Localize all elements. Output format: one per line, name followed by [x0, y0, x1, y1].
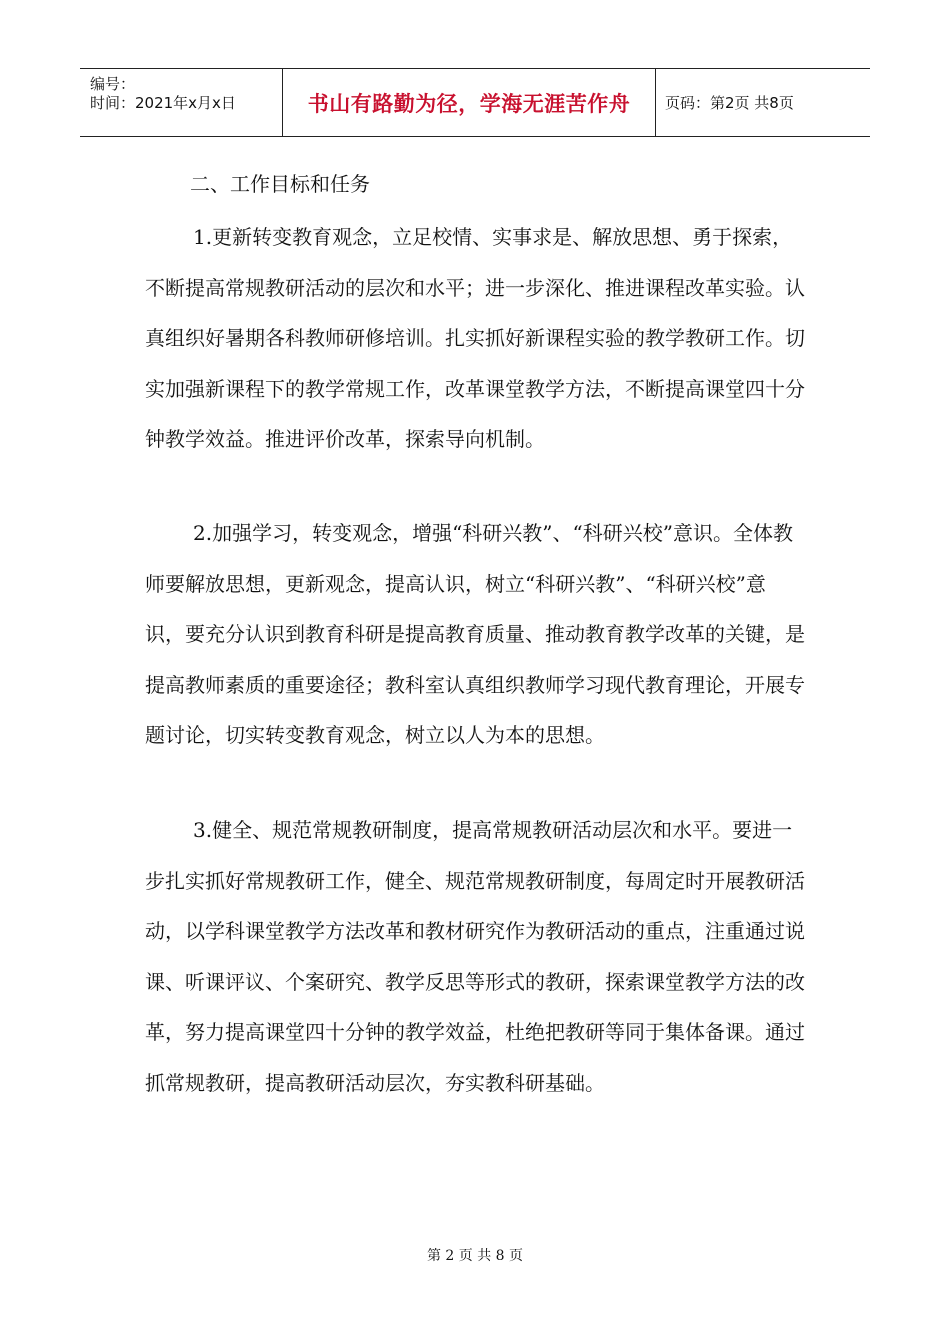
header-meta — [80, 69, 283, 136]
header-page-cell — [656, 69, 870, 136]
paragraph-1: 1.更新转变教育观念，立足校情、实事求是、解放思想、勇于探索，不断提高常规教研活动的层次和水平；进一步深化、推进课程改革实验。认真组织好暑期各科教师研修培训。扎实抓好新课程实验的教学教研工作。切实加强新课程下的教学常规工作，改革课堂教学方法，不断提高课堂四十分钟教学效益。推进评价改革，探索导向机制。 — [145, 225, 805, 451]
header-page-info: 页码：第2页 共8页 — [665, 94, 794, 112]
page-footer: 第 2 页 共 8 页 — [426, 1248, 524, 1264]
section-heading: 二、工作目标和任务 — [190, 172, 370, 196]
document-date: 时间：2021年x月x日 — [90, 94, 236, 112]
document-number-label: 编号： — [90, 75, 136, 93]
header-motto-cell — [283, 69, 656, 136]
paragraph-2: 2.加强学习，转变观念，增强“科研兴教”、“科研兴校”意识。全体教师要解放思想，更新观念，提高认识，树立“科研兴教”、“科研兴校”意识，要充分认识到教育科研是提高教育质量、推动教育教学改革的关键，是提高教师素质的重要途径；教科室认真组织教师学习现代教育理论，开展专题讨论，切实转变教育观念，树立以人为本的思想。 — [145, 521, 805, 747]
header-motto: 书山有路勤为径，学海无涯苦作舟 — [307, 91, 631, 116]
paragraph-3: 3.健全、规范常规教研制度，提高常规教研活动层次和水平。要进一步扎实抓好常规教研工作，健全、规范常规教研制度，每周定时开展教研活动，以学科课堂教学方法改革和教材研究作为教研活动的重点，注重通过说课、听课评议、个案研究、教学反思等形式的教研，探索课堂教学方法的改革，努力提高课堂四十分钟的教学效益，杜绝把教研等同于集体备课。通过抓常规教研，提高教研活动层次，夯实教科研基础。 — [145, 818, 805, 1095]
page-header — [80, 68, 870, 137]
